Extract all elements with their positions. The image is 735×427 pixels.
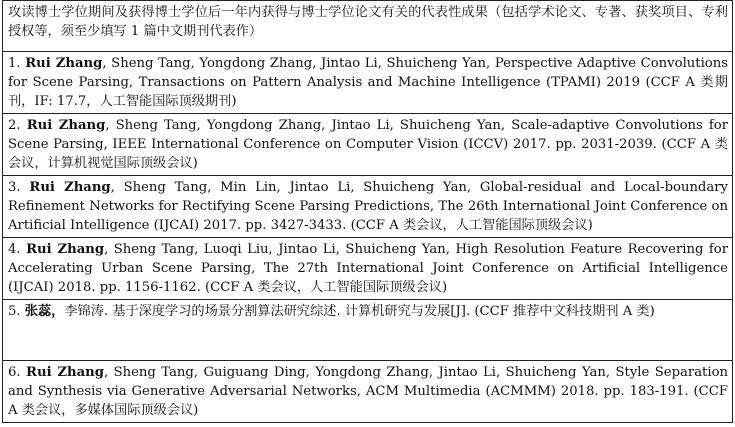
publication-details: , Sheng Tang, Yongdong Zhang, Jintao Li, Shuicheng Yan, Perspective Adaptive Convolutions for Scene Parsing, Transactions on Pattern Analysis and Machine Intelligence (TPAMI) 2019 (CCF A 类期刊，IF: 17.7，人工智能国际顶级期刊) (8, 56, 728, 109)
publication-row (3, 114, 733, 176)
publication-number: 2. (8, 118, 21, 133)
publication-details: , Sheng Tang, Min Lin, Jintao Li, Shuicheng Yan, Global-residual and Local-boundary Refinement Networks for Rectifying Scene Parsing Predictions, The 26th International Joint Conference on Artificial Intelligence (IJCAI) 2017. pp. 3427-3433. (CCF A 类会议，人工智能国际顶级会议) (8, 180, 728, 233)
publications-table (2, 0, 733, 423)
publication-details: 李锦涛. 基于深度学习的场景分割算法研究综述. 计算机研究与发展[J]. (CCF 推荐中文科技期刊 A 类) (64, 304, 655, 319)
publication-number: 4. (8, 242, 21, 257)
publication-row (3, 361, 733, 423)
publication-number: 1. (8, 56, 21, 71)
publication-author: Rui Zhang (25, 56, 103, 71)
header-cell: 攻读博士学位期间及获得博士学位后一年内获得与博士学位论文有关的代表性成果（包括学术论文、专著、获奖项目、专利授权等，须至少填写 1 篇中文期刊代表作） (3, 1, 733, 52)
publication-details: , Sheng Tang, Guiguang Ding, Yongdong Zhang, Jintao Li, Shuicheng Yan, Style Separation and Synthesis via Generative Adversarial Networks, ACM Multimedia (ACMMM) 2018. pp. 183-191. (CCF A 类会议，多媒体国际顶级会议) (8, 365, 728, 418)
publication-row (3, 52, 733, 114)
publication-author: Rui Zhang (26, 118, 106, 133)
publication-author: 张蕊， (24, 304, 65, 319)
publication-cell (3, 52, 733, 114)
publication-details: , Sheng Tang, Yongdong Zhang, Jintao Li, Shuicheng Yan, Scale-adaptive Convolutions for Scene Parsing, IEEE International Conference on Computer Vision (ICCV) 2017. pp. 2031-2039. (CCF A 类会议，计算机视觉国际顶级会议) (8, 118, 728, 171)
publication-number: 5. (8, 304, 21, 319)
publication-cell (3, 300, 733, 361)
publication-details: , Sheng Tang, Luoqi Liu, Jintao Li, Shuicheng Yan, High Resolution Feature Recovering for Accelerating Urban Scene Parsing, The 27th International Joint Conference on Artificial Intelligence (IJCAI) 2018. pp. 1156-1162. (CCF A 类会议，人工智能国际顶级会议) (8, 242, 728, 295)
publication-cell (3, 176, 733, 238)
publication-author: Rui Zhang (26, 365, 104, 380)
publication-author: Rui Zhang (29, 180, 111, 195)
publication-row (3, 300, 733, 361)
publication-cell (3, 361, 733, 423)
publication-row (3, 176, 733, 238)
publication-number: 6. (8, 365, 21, 380)
publication-row (3, 238, 733, 300)
publication-author: Rui Zhang (26, 242, 105, 257)
publication-cell (3, 114, 733, 176)
header-row (3, 1, 733, 52)
publication-number: 3. (8, 180, 21, 195)
publication-cell (3, 238, 733, 300)
